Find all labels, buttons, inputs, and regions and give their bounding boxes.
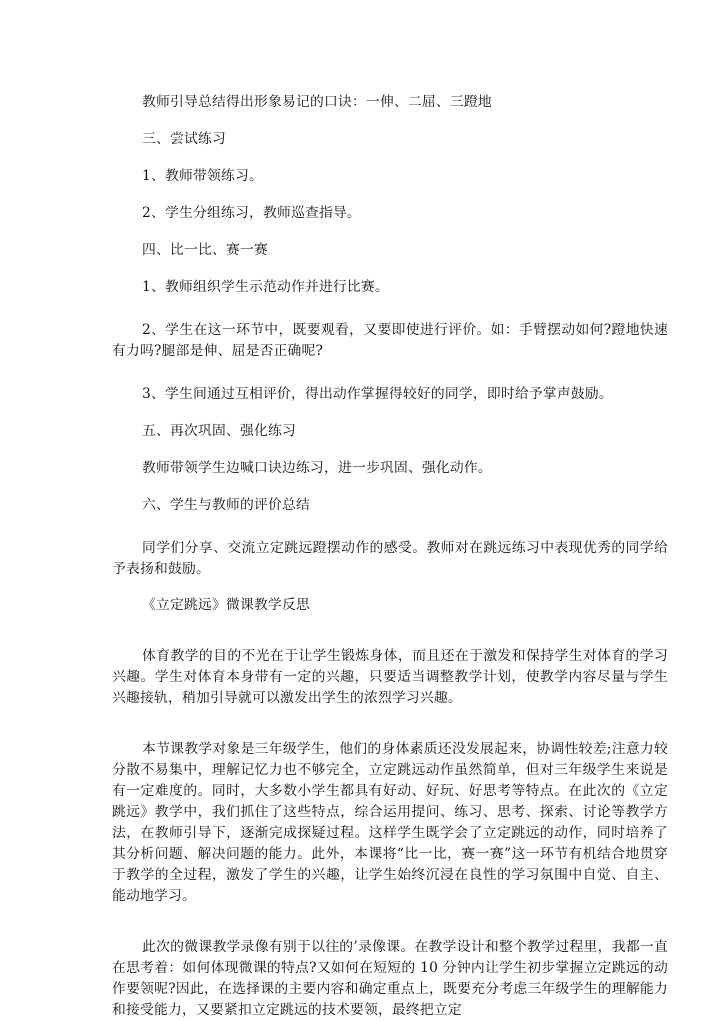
list-item-student-evaluation: 2、学生在这一环节中，既要观看，又要即使进行评价。如：手臂摆动如何?蹬地快速有力吗?腿部是伸、屈是否正确呢? (112, 322, 668, 359)
list-item-group-practice: 2、学生分组练习，教师巡查指导。 (142, 205, 361, 221)
section-heading-consolidation: 五、再次巩固、强化练习 (142, 423, 296, 439)
list-item-demonstration: 1、教师组织学生示范动作并进行比赛。 (142, 279, 389, 295)
paragraph-mnemonic-summary: 教师引导总结得出形象易记的口诀：一伸、二屈、三蹬地 (142, 94, 492, 110)
list-item-peer-evaluation: 3、学生间通过互相评价，得出动作掌握得较好的同学，即时给予掌声鼓励。 (142, 386, 613, 402)
reflection-title: 《立定跳远》微课教学反思 (142, 597, 310, 613)
document-body (112, 92, 668, 1021)
section-heading-trial-practice: 三、尝试练习 (142, 131, 226, 147)
paragraph-reflection-purpose: 体育教学的目的不光在于让学生锻炼身体，而且还在于激发和保持学生对体育的学习兴趣。学生对体育本身带有一定的兴趣，只要适当调整教学计划，使教学内容尽量与学生兴趣接轨，稍加引导就可以激发出学生的浓烈学习兴趣。 (112, 648, 668, 706)
paragraph-sharing: 同学们分享、交流立定跳远蹬摆动作的感受。教师对在跳远练习中表现优秀的同学给予表扬和鼓励。 (112, 540, 668, 577)
list-item-teacher-leads: 1、教师带领练习。 (142, 168, 263, 184)
section-heading-evaluation-summary: 六、学生与教师的评价总结 (142, 497, 310, 513)
paragraph-reflection-students: 本节课教学对象是三年级学生，他们的身体素质还没发展起来，协调性较差;注意力较分散不易集中，理解记忆力也不够完全，立定跳远动作虽然简单，但对三年级学生来说是有一定难度的。同时，大多数小学生都具有好动、好玩、好思考等特点。在此次的《立定跳远》教学中，我们抓住了这些特点，综合运用提问、练习、思考、探索、讨论等教学方法，在教师引导下，逐渐完成探疑过程。这样学生既学会了立定跳远的动作，同时培养了其分析问题、解决问题的能力。此外，本课将“比一比，赛一赛”这一环节有机结合地贯穿于教学的全过程，激发了学生的兴趣，让学生始终沉浸在良性的学习氛围中自觉、自主、能动地学习。 (112, 741, 668, 904)
section-heading-competition: 四、比一比、赛一赛 (142, 242, 268, 258)
paragraph-reflection-microlesson: 此次的微课教学录像有别于以往的’录像课。在教学设计和整个教学过程里，我都一直在思考着：如何体现微课的特点?又如何在短短的 10 分钟内让学生初步掌握立定跳远的动作要领呢?因此，在选择课的主要内容和确定重点上，既要充分考虑三年级学生的理解能力和接受能力，又要紧扣立定跳远的技术要领，最终把立定 (112, 939, 668, 1018)
paragraph-chant-practice: 教师带领学生边喊口诀边练习，进一步巩固、强化动作。 (142, 460, 492, 476)
